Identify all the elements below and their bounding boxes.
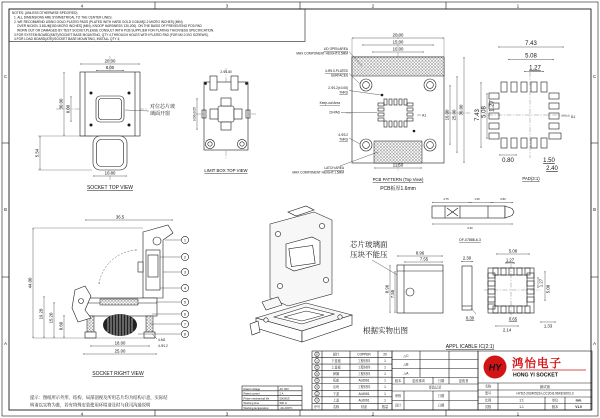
- ann-keepout: Keep-out Area: [319, 101, 340, 105]
- dim-right-44: 44.00: [27, 277, 33, 289]
- chip-caption: 根据实物出图: [363, 326, 408, 335]
- title-block: [478, 351, 592, 410]
- bom-row-3: [315, 384, 386, 389]
- notes-line-4: WORN OUT OR DAMAGED BY TEST SOCKET,PLEASE CONSULT WITH PCB SUPPLIER FOR PLATING THICKNESS SPECIFICATION.: [17, 28, 215, 33]
- dim-pad-127v: 1.27: [489, 100, 496, 112]
- spec-r2-value: 50000次: [279, 397, 290, 401]
- rev-header-item: 更改事项: [412, 378, 425, 383]
- revision-block: [392, 351, 478, 410]
- zone-bottom-2: 2: [371, 411, 375, 417]
- dim-probe-3: 0.80: [500, 198, 506, 201]
- label-pcb-pattern: PCB PATTERN (Top View): [372, 177, 424, 182]
- dim-pcb-1150: 11.50: [392, 162, 404, 168]
- dim-pcb-30: 30.00: [458, 104, 464, 116]
- dim-ic-508r: 5.08: [545, 284, 551, 294]
- bom-name: 底座: [332, 378, 340, 383]
- balloon-8: 8: [184, 332, 186, 337]
- bom-mat: 工程材料: [357, 385, 371, 390]
- dim-pad-150: 1.50: [543, 158, 555, 164]
- bom-row-4: [315, 378, 386, 383]
- spec-table: [242, 386, 302, 410]
- bom-mat: AL6061: [358, 378, 370, 383]
- zone-right-b: B: [593, 207, 596, 212]
- pad-a1-marker: A1: [571, 115, 576, 119]
- balloon-3: 3: [184, 270, 186, 275]
- ann-lid-open-1: LID OPEN AREA: [323, 47, 348, 51]
- bom-qty: 1: [384, 391, 386, 396]
- rev-check-label: 审核: [394, 393, 402, 398]
- bom-header-name: 名称: [332, 404, 340, 409]
- bom-row-2: [315, 391, 386, 396]
- bom-header-mat: 材质: [360, 404, 368, 409]
- dim-chip-755t: 7.55: [419, 256, 429, 262]
- bom-mat: COPPER: [357, 352, 371, 357]
- zone-right-a: A: [593, 341, 596, 346]
- label-pad-view: PAD(3:1): [522, 176, 540, 181]
- view-limit-box: [193, 68, 256, 173]
- bom-qty: 20: [383, 352, 387, 357]
- dim-pcb-20: 20.00: [392, 32, 404, 38]
- bom-name: 压块: [332, 385, 340, 390]
- view-probe: [432, 197, 514, 242]
- brand-name-en: HONG YI SOCKET: [513, 372, 558, 379]
- rev-triangle-c: △C: [403, 353, 409, 358]
- dim-right-18: 18.00: [114, 340, 126, 346]
- pcb-a1-marker: A1: [422, 113, 427, 118]
- bom-no: 1: [316, 399, 318, 403]
- dim-chip-896l: 8.96: [384, 284, 390, 294]
- dim-ic-127t: 1.27: [505, 257, 515, 263]
- dim-pcb-15: 15.00: [392, 39, 404, 45]
- zone-top-3: 3: [225, 3, 229, 9]
- bom-no: 7: [316, 359, 318, 363]
- view-pad: [475, 41, 575, 181]
- title-scale-value: 1:1: [519, 398, 524, 403]
- spec-r1-label: Rated current: [243, 392, 260, 396]
- zone-right-c: C: [592, 74, 597, 79]
- dim-pad-240: 2.40: [546, 166, 558, 172]
- spec-r3-value: 500 H: [279, 402, 287, 406]
- dim-ic-133: 1.33: [543, 323, 553, 329]
- notes-line-3: OVER NICKEL 3.81UM[150 MICRO INCHES] (MIN), KNOOP HARDNESS 130-200). ON THE BASIS OF PREVENTING PCB PAD: [17, 24, 202, 29]
- dim-pad-127h: 1.27: [529, 65, 541, 72]
- title-name-label: 名称: [484, 384, 492, 389]
- balloon-5: 5: [184, 300, 186, 305]
- spec-r4-label: Working temperature: [243, 407, 269, 410]
- bom-mat: 工程材料: [357, 359, 371, 363]
- footer-line-2: 构请以实物为准，若有特殊安装使用环境请及时与我司沟通说明: [30, 402, 151, 408]
- label-pcb-thickness: PCB板厚1.6mm: [380, 186, 416, 192]
- brand-name-cn: 鸿怡电子: [512, 358, 562, 370]
- balloon-4: 4: [184, 286, 186, 291]
- dim-chip-896t: 8.96: [415, 250, 425, 256]
- bom-header-no: 序号: [313, 404, 321, 409]
- dim-limit-left: 9.06±0.05: [192, 106, 197, 122]
- dim-chip-755l: 7.55: [389, 289, 395, 299]
- spec-r1-value: 2 A: [279, 392, 284, 396]
- notes-line-5: 3.FOR SYSTEM BOARD(SMT)/SOCKET BASE MOUNTING, QTY 4,THROUGH HOLES WITH PLATED PAD (FOR M2.0 ISO SCREWS).: [14, 33, 209, 37]
- note-window-line1: 对位芯片玻: [150, 104, 176, 110]
- notes-line-2: 2. WE RECOMMEND USING GOLD PLATED PADS (PLATED WITH HARD GOLD 0.03UM[1.2 MICRO INCHES] (MIN): [14, 19, 183, 24]
- dim-knob-width: 10.80: [104, 170, 116, 176]
- dim-right-25: 25.00: [114, 348, 126, 354]
- ann-right-m2: 4-M2: [158, 338, 166, 342]
- zone-top-2: 2: [371, 3, 375, 9]
- brand-logo: [484, 356, 587, 379]
- bom-qty: 1: [384, 398, 386, 403]
- ann-plated-1: 4-Φ5.0-PLATED: [324, 69, 348, 73]
- footer-note: [30, 394, 168, 409]
- zone-left-a: A: [4, 341, 7, 346]
- chip-note-2: 压块不能压: [350, 250, 388, 259]
- rev-triangle-b: △B: [403, 362, 409, 367]
- bom-name: 下盖: [332, 391, 340, 396]
- label-socket-right-view: SOCKET RIGHT VIEW: [92, 371, 144, 377]
- ann-hole-1: 4-Φ3.2: [338, 133, 348, 137]
- view-chip: [350, 239, 443, 335]
- dim-right-365: 36.5: [115, 214, 125, 220]
- bom-name: 弹簧: [332, 372, 340, 377]
- ann-plated-2: SURFACES: [330, 73, 348, 78]
- zone-left-b: B: [4, 207, 7, 212]
- bom-row-7: [315, 358, 386, 363]
- spec-r3-label: Working time: [243, 402, 260, 406]
- bom-mat: 工程材料: [357, 365, 371, 370]
- dim-pad-508h: 5.08: [525, 53, 537, 60]
- ann-right-d12: 4-Φ1.2: [158, 344, 168, 348]
- bom-qty: 1: [384, 372, 386, 377]
- bom-row-8: [315, 352, 387, 357]
- title-page-value: 1-1: [519, 405, 524, 410]
- dim-pad-743h: 7.43: [525, 41, 537, 47]
- logo-monogram: HY: [488, 362, 502, 373]
- rev-design-date: 日期: [437, 403, 445, 408]
- ann-latch-1: LATCH AREA: [324, 166, 344, 170]
- bom-header-qty: 数量: [381, 404, 389, 409]
- bom-mat: 工程材料: [357, 372, 371, 377]
- dim-right-860: 8.60: [58, 321, 64, 331]
- notes-line-6: 4.FOR LOAD BOARD(ATE)/SOCKET BASE MOUNTING, INSTALL QTY 4;: [14, 37, 121, 42]
- dim-ic-127r: 1.27: [538, 278, 544, 288]
- label-socket-top-view: SOCKET TOP VIEW: [86, 185, 134, 191]
- bom-name: 下盖板: [331, 359, 341, 363]
- dim-ic-508t: 5.08: [508, 248, 518, 254]
- zone-top-4: 4: [80, 3, 84, 9]
- notes-block: [9, 9, 305, 42]
- title-model-label: 型号: [484, 391, 492, 396]
- dim-probe-1: 4.75: [443, 198, 449, 201]
- footer-line-1: 提示：图纸所示外形、结构、局部剖视及所用芯片均为结构示意，实际结: [30, 395, 168, 400]
- view-socket-isometric: [250, 206, 352, 342]
- spec-r0-value: AC 36V: [279, 387, 289, 391]
- dim-limit-top: 2-Φ1.80: [220, 70, 232, 74]
- dim-pcb-10: 10.00: [392, 46, 404, 52]
- bom-no: 2: [316, 392, 318, 396]
- spec-r2-label: Probe mechanical life: [243, 397, 270, 401]
- bom-qty: 1: [384, 365, 386, 370]
- dim-pcb-25: 25.00: [451, 109, 457, 121]
- rev-record-label: 更改记录: [428, 385, 442, 390]
- dim-pad-508v: 5.08: [481, 106, 488, 118]
- bom-no: 5: [316, 372, 318, 376]
- rev-check-date: 日期: [437, 393, 445, 398]
- title-version-label: 版本: [551, 405, 559, 410]
- title-page-label: 页数: [484, 405, 492, 410]
- notes-title: NOTES: (UNLESS OTHERWISE SPECIFIED): [12, 11, 78, 15]
- dim-ic-065: 0.65: [508, 316, 518, 322]
- bom-name: 上盖板: [331, 365, 341, 370]
- balloon-2: 2: [184, 255, 186, 260]
- rev-header-date: 日期: [437, 378, 445, 383]
- label-probe: DF-07888-6.3: [459, 238, 481, 242]
- balloon-6: 6: [184, 312, 186, 317]
- bom-table: [312, 351, 392, 410]
- label-limit-box: LIMIT BOX TOP VIEW: [204, 168, 248, 173]
- zone-bottom-1: 1: [516, 411, 520, 417]
- chip-note-1: 芯片玻璃面: [350, 240, 388, 249]
- bom-qty: 1: [384, 359, 386, 363]
- bom-no: 6: [316, 366, 318, 370]
- ann-pin-1: 2-Φ1.2(±0.05): [328, 86, 348, 90]
- zone-bottom-3: 3: [225, 411, 229, 417]
- spec-r4-value: -40~150°C: [279, 407, 293, 410]
- zone-left-c: C: [3, 74, 8, 79]
- dim-right-1520: 15.20: [48, 312, 54, 324]
- label-applicable-ic: APPL ICABLE IC(2:1): [445, 344, 495, 350]
- dim-right-1928: 19.28: [38, 308, 44, 320]
- title-name-value: 测试座: [539, 384, 551, 389]
- ann-20pad: 20-PAD: [329, 110, 340, 115]
- dim-probe-4: 6.30: [467, 227, 473, 230]
- bom-no: 4: [316, 379, 318, 383]
- dim-ic-214: 2.14: [502, 327, 512, 333]
- rev-triangle-a: △A: [403, 371, 409, 376]
- rev-design-label: 设计: [394, 403, 402, 408]
- title-model-value: HYDZ-20240523-LCC20-8.96X8.96X2.3: [516, 391, 574, 396]
- view-socket-top: [35, 56, 175, 191]
- dim-socket-height: 30.00: [58, 98, 64, 110]
- ann-pin-2: THRU: [339, 90, 348, 95]
- bom-name: 上盖: [332, 398, 340, 403]
- zone-bottom-4: 4: [80, 411, 84, 417]
- view-chip-profile: [461, 256, 476, 321]
- bom-qty: 1: [384, 378, 386, 383]
- bom-no: 3: [316, 386, 318, 389]
- rev-header-by: 更改者: [458, 378, 469, 383]
- title-scale-label: 比例: [484, 398, 492, 403]
- bom-name: 探针: [332, 352, 340, 357]
- title-version-value: V1.0: [575, 405, 582, 410]
- balloon-7: 7: [184, 322, 186, 327]
- ann-hole-2: THRU: [339, 137, 348, 142]
- bom-no: 8: [316, 353, 318, 357]
- dim-window-height: 8.00: [65, 104, 71, 114]
- zone-top-1: 1: [516, 3, 520, 9]
- dim-pcb-16: 16.00: [444, 109, 450, 121]
- bom-mat: AL6061: [358, 391, 370, 396]
- view-socket-right: [28, 214, 189, 377]
- dim-profile-030: 0.30: [465, 315, 475, 321]
- dim-window-width: 8.00: [105, 65, 115, 71]
- dim-pad-080: 0.80: [502, 158, 514, 164]
- bom-mat: AL6061: [358, 398, 370, 403]
- dim-probe-2: 1.50: [474, 198, 480, 201]
- note-window-line2: 璃面开窗: [150, 111, 171, 117]
- notes-line-1: 1. ALL DIMENSIONS ARE SYMMETRICAL TO THE CENTER LINES.: [14, 15, 113, 20]
- dim-pad-743v: 7.43: [475, 109, 481, 121]
- dim-profile-230: 2.30: [462, 255, 472, 261]
- bom-qty: 1: [384, 385, 386, 390]
- spec-r0-label: Rated voltage: [243, 387, 261, 391]
- dim-socket-width: 20.00: [104, 58, 116, 64]
- balloon-1: 1: [184, 238, 186, 243]
- ann-latch-2: MAX COMPONENT HEIGHT:1.5MM: [292, 170, 344, 175]
- bom-row-5: [315, 371, 386, 376]
- dim-knob-offset: 5.54: [34, 148, 40, 158]
- ann-lid-open-2: MAX COMPONENT HEIGHT:6.5MM: [296, 51, 348, 56]
- rev-header-version: 版本: [394, 378, 402, 383]
- bom-row-6: [315, 365, 386, 370]
- view-pcb-pattern: [292, 33, 470, 192]
- title-unit-label: 单位: [551, 398, 559, 403]
- bom-row-1: [315, 397, 386, 402]
- title-unit-value: mm: [575, 398, 582, 403]
